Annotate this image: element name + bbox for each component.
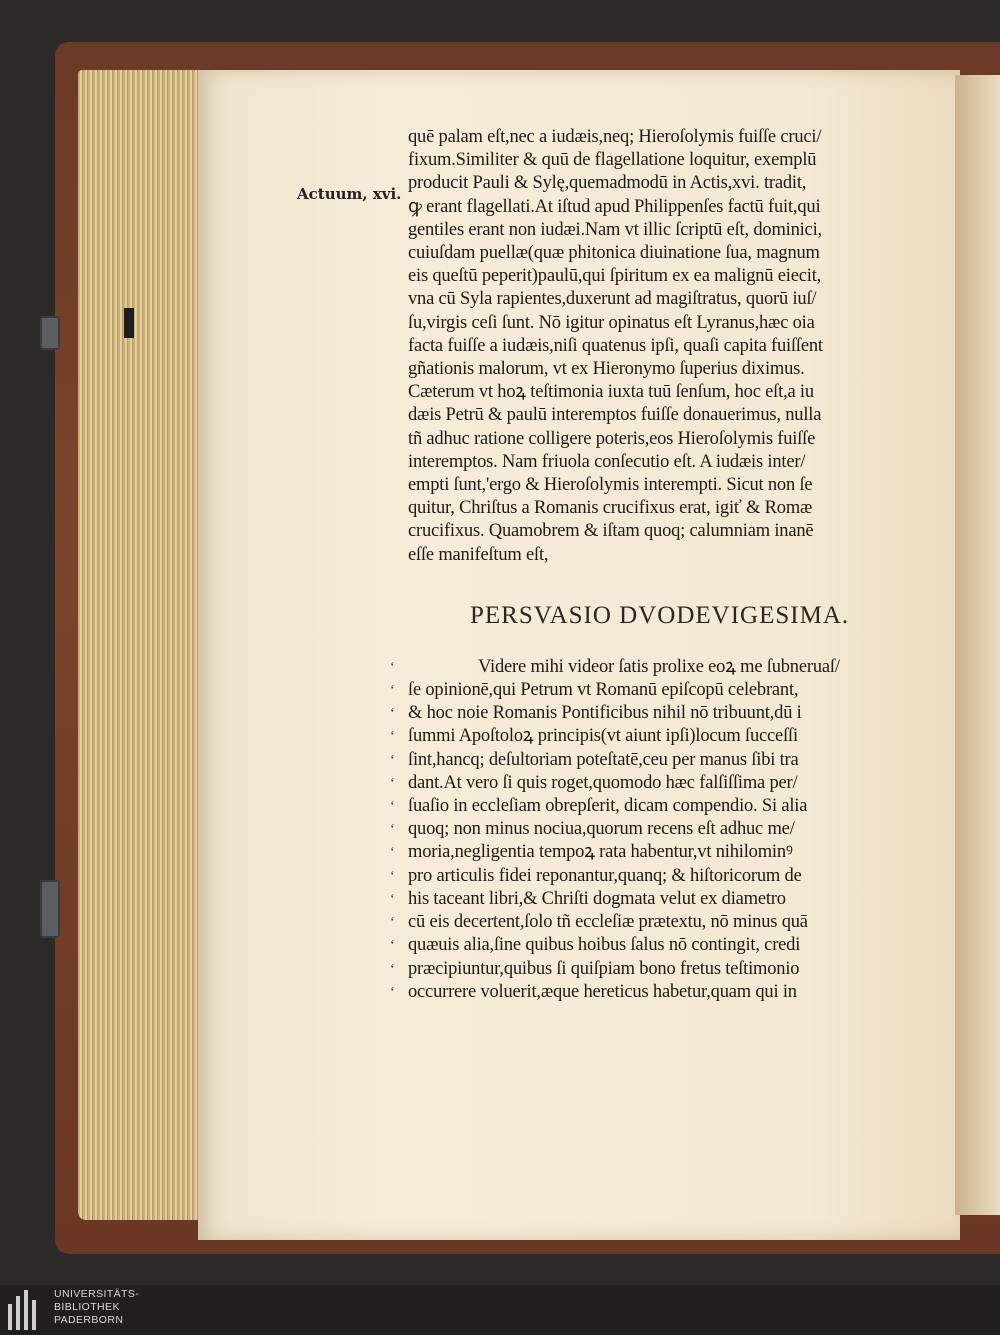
text-line: quē palam eſt,nec a iudæis,neq; Hieroſolymis fuiſſe cruci/: [408, 127, 822, 147]
text-line-content: cū eis decertent,ſolo tñ eccleſiæ prætextu, nō minus quā: [408, 912, 808, 933]
quote-mark: ‘: [390, 984, 395, 1000]
paragraph-after: [390, 656, 938, 1004]
logo-line-3: PADERBORN: [54, 1314, 124, 1326]
text-line: [390, 702, 938, 725]
text-line: [390, 888, 938, 911]
quote-mark: ‘: [390, 868, 395, 884]
quote-mark: ‘: [390, 775, 395, 791]
text-line: [390, 795, 938, 818]
text-line: [390, 841, 938, 864]
text-line: dæis Petrū & paulū interemptos fuiſſe donauerimus, nulla: [408, 405, 822, 426]
text-line-content: ſint,hancq; deſultoriam poteſtatē,ceu per manus ſibi tra: [408, 749, 799, 770]
page-text: [390, 126, 938, 1004]
text-line-content: quæuis alia,ſine quibus hoibus ſalus nō contingit, credi: [408, 935, 801, 956]
paragraph-before: [408, 126, 938, 567]
text-line: fixum.Similiter & quū de flagellatione loquitur, exemplū: [408, 150, 817, 171]
bookmark-pin: [124, 308, 134, 338]
facing-page-edge: [955, 75, 1000, 1215]
text-line: tñ adhuc ratione colligere poteris,eos Hieroſolymis fuiſſe: [408, 428, 816, 449]
text-line-content: moria,negligentia tempoꝝ rata habentur,vt nihilominꝰ: [408, 842, 793, 863]
text-line: [390, 958, 938, 981]
logo-line-1: UNIVERSITÄTS-: [54, 1288, 140, 1300]
text-line-content: ſuaſio in eccleſiam obrepſerit, dicam compendio. Si alia: [408, 796, 808, 817]
text-line: empti ſunt,'ergo & Hieroſolymis interempti. Sicut non ſe: [408, 475, 813, 496]
library-logo-text: [54, 1288, 139, 1327]
page-stack-edge: [78, 70, 218, 1220]
logo-line-2: BIBLIOTHEK: [54, 1301, 120, 1313]
text-line-content: & hoc noie Romanis Pontificibus nihil nō tribuunt,dū i: [408, 703, 802, 724]
text-line: eſſe manifeſtum eſt,: [408, 544, 549, 565]
quote-mark: ‘: [390, 938, 395, 954]
text-line: [390, 749, 938, 772]
text-line: interemptos. Nam friuola conſecutio eſt. A iudæis inter/: [408, 451, 806, 472]
clasp-bottom: [40, 880, 60, 938]
text-line: [390, 865, 938, 888]
text-line-content: Videre mihi videor ſatis prolixe eoꝝ me ſubneruaſ/: [478, 656, 840, 677]
library-footer: [0, 1285, 1000, 1335]
quote-mark: ‘: [390, 845, 395, 861]
text-line: facta fuiſſe a iudæis,niſi quatenus ipſi, quaſi capita fuiſſent: [408, 335, 823, 356]
text-line: ſu,virgis ceſi ſunt. Nō igitur opinatus eſt Lyranus,hæc oia: [408, 312, 815, 333]
text-line-content: ſe opinionē,qui Petrum vt Romanū epiſcopū celebrant,: [408, 680, 799, 701]
text-line-content: ſummi Apoſtoloꝝ principis(vt aiunt ipſi)locum ſucceſſi: [408, 726, 798, 747]
quote-mark: ‘: [390, 659, 395, 675]
text-line: Cæterum vt hoꝝ teſtimonia iuxta tuū ſenſum, hoc eſt,a iu: [408, 382, 814, 403]
clasp-top: [40, 316, 60, 350]
text-line-content: dant.At vero ſi quis roget,quomodo hæc falſiſſima per/: [408, 772, 798, 793]
quote-mark: ‘: [390, 961, 395, 977]
text-line: [390, 934, 938, 957]
text-line: [390, 911, 938, 934]
text-line: quitur, Chriſtus a Romanis crucifixus erat, igiť & Romæ: [408, 498, 813, 519]
quote-mark: ‘: [390, 752, 395, 768]
quote-mark: ‘: [390, 729, 395, 745]
quote-mark: ‘: [390, 799, 395, 815]
quote-mark: ‘: [390, 891, 395, 907]
text-line: [390, 818, 938, 841]
text-line: [390, 772, 938, 795]
text-line-content: præcipiuntur,quibus ſi quiſpiam bono fretus teſtimonio: [408, 958, 800, 979]
text-line: crucifixus. Quamobrem & iſtam quoq; calumniam inanē: [408, 521, 814, 542]
text-line: producit Pauli & Sylę,quemadmodū in Actis,xvi. tradit,: [408, 173, 807, 194]
text-line: gñationis malorum, vt ex Hieronymo ſuperius diximus.: [408, 359, 805, 380]
quote-mark: ‘: [390, 706, 395, 722]
text-line-content: occurrere voluerit,æque hereticus habetur,quam qui in: [408, 981, 797, 1002]
text-line: vna cū Syla rapientes,duxerunt ad magiſtratus, quorū iuſ/: [408, 289, 817, 310]
text-line: eis queſtū peperit)paulū,qui ſpiritum ex ea malignū eiecit,: [408, 266, 822, 287]
marginal-note: Actuum, xvi.: [297, 185, 402, 203]
text-line: ꝙ erant flagellati.At iſtud apud Philippenſes factū fuit,qui: [408, 196, 821, 217]
text-line: [390, 679, 938, 702]
text-line: [390, 725, 938, 748]
text-line: cuiuſdam puellæ(quæ phitonica diuinatione ſua, magnum: [408, 243, 820, 264]
text-line: [390, 656, 938, 679]
library-logo-icon: [8, 1290, 38, 1330]
text-line: gentiles erant non iudæi.Nam vt illic ſcriptū eſt, dominici,: [408, 219, 822, 240]
quote-mark: ‘: [390, 683, 395, 699]
quote-mark: ‘: [390, 915, 395, 931]
text-line-content: his taceant libri,& Chriſti dogmata velut ex diametro: [408, 888, 786, 909]
text-line-content: pro articulis fidei reponantur,quanq; & hiſtoricorum de: [408, 865, 802, 886]
text-line: [390, 981, 938, 1004]
section-heading: PERSVASIO DVODEVIGESIMA.: [470, 601, 850, 629]
quote-mark: ‘: [390, 822, 395, 838]
text-line-content: quoq; non minus nociua,quorum recens eſt adhuc me/: [408, 819, 795, 840]
